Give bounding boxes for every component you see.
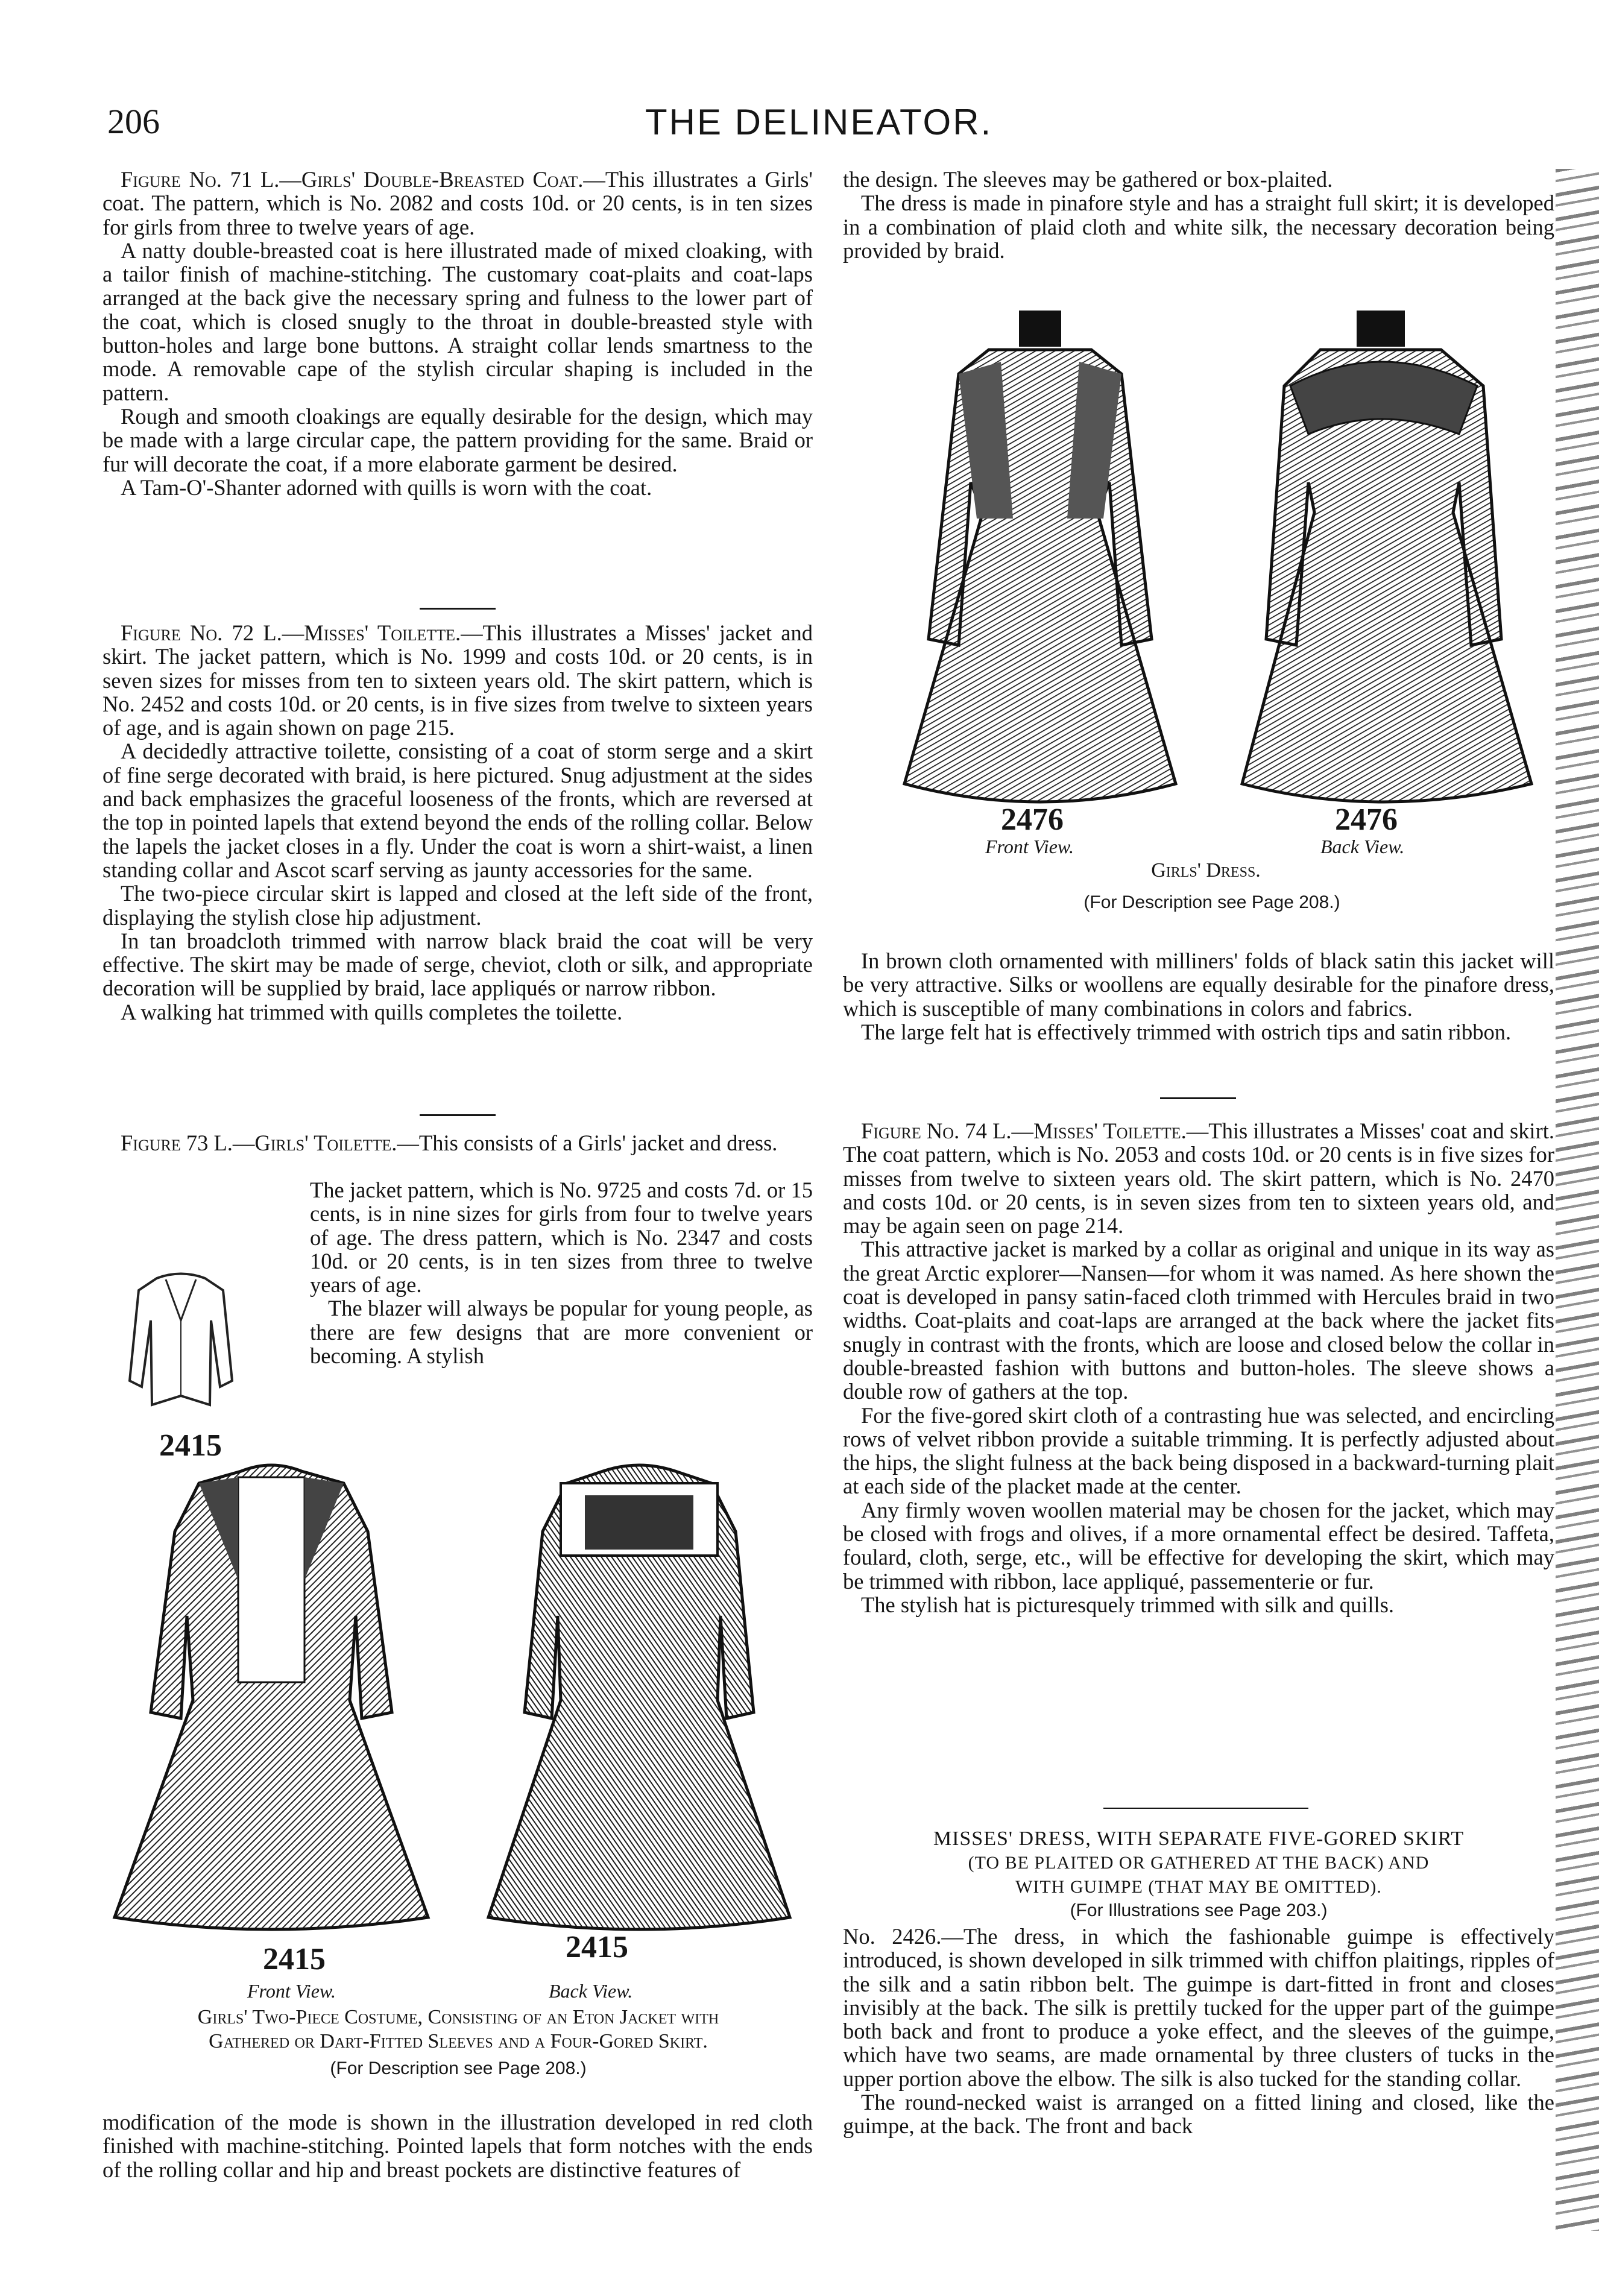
dress-description-reference: (For Description see Page 208.) <box>1083 892 1340 912</box>
figure-72-p1: —This illustrates a Misses' jacket and skirt. The jacket pattern, which is No. 1999 and costs 10d. or 20 cents, is in seven sizes for misses from ten to sixteen years old. The skirt pattern, which is No. 2452 and costs 10d. or 20 cents, is in five sizes from twelve to sixteen years of age, and is again shown on page 215. <box>102 620 813 740</box>
girls-dress-front-illustration <box>898 301 1182 808</box>
right-top-p1: the design. The sleeves may be gathered or box-plaited. <box>843 167 1333 192</box>
figure-74-intro <box>843 1119 1554 1237</box>
misses-dress-heading-line-2: (TO BE PLAITED OR GATHERED AT THE BACK) AND <box>968 1853 1430 1873</box>
costume-caption-line-1: Girls' Two-Piece Costume, Consisting of an Eton Jacket with <box>197 2006 719 2028</box>
misses-dress-heading-line-3: WITH GUIMPE (THAT MAY BE OMITTED). <box>1015 1877 1382 1897</box>
figure-72-p2: A decidedly attractive toilette, consisting of a coat of storm serge and a skirt of fine serge decorated with braid, is here pictured. Snug adjustment at the sides and back emphasizes the graceful looseness of the fronts, which are reversed at the top in pointed lapels that extend beyond the ends of the rolling collar. Below the lapels the jacket closes in a fly. Under the coat is worn a shirt-waist, a linen standing collar and Ascot scarf serving as jaunty accessories for the same. <box>102 739 813 882</box>
figure-71-p3: Rough and smooth cloakings are equally desirable for the design, which may be made with a large circular cape, the pattern providing for the same. Braid or fur will decorate the coat, if a more elaborate garment be desired. <box>102 403 813 476</box>
right-top-p2: The dress is made in pinafore style and has a straight full skirt; it is developed in a combination of plaid cloth and white silk, the necessary decoration being provided by braid. <box>843 191 1554 263</box>
figure-73-p2: The blazer will always be popular for young people, as there are few designs that are more convenient or becoming. A stylish <box>310 1296 813 1369</box>
figure-71-p1: —This illustrates a Girls' coat. The pattern, which is No. 2082 and costs 10d. or 20 cents, is in ten sizes for girls from three to twelve years of age. <box>102 167 813 239</box>
scan-edge-bleed <box>1556 169 1599 2231</box>
girls-costume-back-illustration <box>470 1459 808 1935</box>
figure-71-section <box>102 168 813 499</box>
small-figure-label: 2415 <box>159 1428 222 1463</box>
costume-description-reference: (For Description see Page 208.) <box>330 2058 587 2078</box>
figure-73-p1b: The jacket pattern, which is No. 9725 and costs 7d. or 15 cents, is in nine sizes for girls from four to twelve years of age. The dress pattern, which is No. 2347 and costs 10d. or 20 cents, is in ten sizes from three to twelve years of age. <box>310 1178 813 1298</box>
section-divider <box>1160 1097 1236 1099</box>
costume-caption-line-2: Gathered or Dart-Fitted Sleeves and a Four-Gored Skirt. <box>209 2030 708 2052</box>
misses-dress-heading <box>843 1827 1554 1899</box>
ornament-divider <box>1103 1808 1308 1809</box>
misses-dress-p1: No. 2426.—The dress, in which the fashionable guimpe is effectively introduced, is shown developed in silk trimmed with chiffon plaitings, ripples of the silk and a satin ribbon belt. The guimpe is dart-fitted in front and closes invisibly at the back. The silk is prettily tucked for the upper part of the guimpe both back and front to produce a yoke effect, and the sleeves of the guimpe, which have two seams, are made ornamental by three clusters of tucks in the upper portion above the elbow. The silk is also tucked for the standing collar. <box>843 1924 1554 2091</box>
figure-74-p2: This attractive jacket is marked by a collar as original and unique in its way as the great Arctic explorer—Nansen—for whom it was named. As here shown the coat is developed in pansy satin-faced cloth trimmed with Hercules braid in two widths. Coat-plaits and coat-laps are arranged at the back where the jacket fits snugly in contrast with the fronts, which are loose and closed below the collar in double-breasted fashion with buttons and button-holes. The sleeve shows a double row of gathers at the top. <box>843 1237 1554 1404</box>
dress-back-number: 2476 <box>1335 803 1398 837</box>
figure-71-p4: A Tam-O'-Shanter adorned with quills is worn with the coat. <box>121 475 652 500</box>
girls-costume-front-illustration <box>102 1459 440 1935</box>
right-mid-p2: The large felt hat is effectively trimmed with ostrich tips and satin ribbon. <box>861 1019 1512 1044</box>
figure-72-lead: Figure No. 72 L.—Misses' Toilette. <box>121 620 461 645</box>
misses-dress-illustration-reference: (For Illustrations see Page 203.) <box>1070 1900 1328 1920</box>
jacket-sketch-illustration <box>121 1266 241 1423</box>
misses-dress-heading-line-1: MISSES' DRESS, WITH SEPARATE FIVE-GORED SKIRT <box>933 1828 1465 1850</box>
right-column-mid-text <box>843 949 1554 1044</box>
figure-72-p4: In tan broadcloth trimmed with narrow black braid the coat will be very effective. The skirt may be made of serge, cheviot, cloth or silk, and appropriate decoration will be supplied by braid, lace appliqués or narrow ribbon. <box>102 928 813 1001</box>
right-mid-p1: In brown cloth ornamented with milliners' folds of black satin this jacket will be very attractive. Silks or woollens are equally desirable for the pinafore dress, which is susceptible of many combinations in colors and fabrics. <box>843 948 1554 1021</box>
costume-front-number: 2415 <box>263 1942 326 1976</box>
figure-71-p2: A natty double-breasted coat is here illustrated made of mixed cloaking, with a tailor finish of machine-stitching. The customary coat-plaits and coat-laps arranged at the back give the necessary spring and fulness to the lower part of the coat, which is closed snugly to the throat in double-breasted style with button-holes and large bone buttons. A straight collar lends smartness to the mode. A removable cape of the stylish circular shaping is included in the pattern. <box>102 238 813 405</box>
figure-74-p3: For the five-gored skirt cloth of a contrasting hue was selected, and encircling rows of velvet ribbon provide a suitable trimming. It is perfectly adjusted about the hips, the slight fulness at the back being disposed in a backward-turning plait at each side of the placket made at the center. <box>843 1402 1554 1499</box>
figure-73-lead: Figure 73 L.—Girls' Toilette. <box>121 1131 397 1155</box>
figure-74-lead: Figure No. 74 L.—Misses' Toilette. <box>861 1118 1187 1143</box>
costume-back-view-label: Back View. <box>549 1980 633 2002</box>
figure-72-section <box>102 621 813 1024</box>
left-bottom-paragraph: modification of the mode is shown in the illustration developed in red cloth finished with machine-stitching. Pointed lapels that form notches with the ends of the rolling collar and hip and breast pockets are distinctive features of <box>102 2110 813 2182</box>
figure-73-intro <box>102 1131 813 1155</box>
left-column-bottom-text <box>102 2110 813 2181</box>
costume-front-view-label: Front View. <box>247 1980 336 2002</box>
dress-back-view-label: Back View. <box>1320 836 1405 857</box>
section-divider <box>420 1114 496 1116</box>
figure-74-p1: —This illustrates a Misses' coat and skirt. The coat pattern, which is No. 2053 and costs 10d. or 20 cents is in five sizes for misses from twelve to sixteen years old. The skirt pattern, which is No. 2470 and costs 10d. or 20 cents, is in seven sizes from ten to sixteen years old, and may be again seen on page 214. <box>843 1118 1554 1238</box>
dress-caption: Girls' Dress. <box>1151 859 1261 882</box>
figure-72-intro <box>102 621 813 739</box>
costume-caption <box>96 2005 820 2054</box>
figure-73-p1a: —This consists of a Girls' jacket and dress. <box>397 1131 778 1155</box>
page-number: 206 <box>107 102 160 141</box>
figure-71-intro <box>102 168 813 239</box>
dress-front-view-label: Front View. <box>985 836 1074 857</box>
figure-74-section <box>843 1119 1554 1616</box>
girls-dress-back-illustration <box>1230 301 1544 808</box>
misses-dress-p2: The round-necked waist is arranged on a fitted lining and closed, like the guimpe, at the back. The front and back <box>843 2090 1554 2139</box>
dress-front-number: 2476 <box>1001 803 1064 837</box>
figure-71-lead: Figure No. 71 L.—Girls' Double-Breasted Coat. <box>121 167 584 192</box>
figure-74-p5: The stylish hat is picturesquely trimmed with silk and quills. <box>861 1592 1395 1617</box>
page-title: THE DELINEATOR. <box>645 102 993 142</box>
misses-dress-text <box>843 1925 1554 2138</box>
figure-72-p5: A walking hat trimmed with quills completes the toilette. <box>121 999 623 1024</box>
figure-74-p4: Any firmly woven woollen material may be chosen for the jacket, which may be closed with frogs and olives, if a more ornamental effect be desired. Taffeta, foulard, cloth, serge, etc., will be effective for developing the skirt, which may be trimmed with ribbon, lace appliqué, passementerie or fur. <box>843 1497 1554 1594</box>
figure-73-body <box>310 1178 813 1367</box>
right-column-top-text <box>843 168 1554 262</box>
figure-72-p3: The two-piece circular skirt is lapped and closed at the left side of the front, displaying the stylish close hip adjustment. <box>102 881 813 930</box>
section-divider <box>420 608 496 610</box>
costume-back-number: 2415 <box>566 1930 628 1964</box>
